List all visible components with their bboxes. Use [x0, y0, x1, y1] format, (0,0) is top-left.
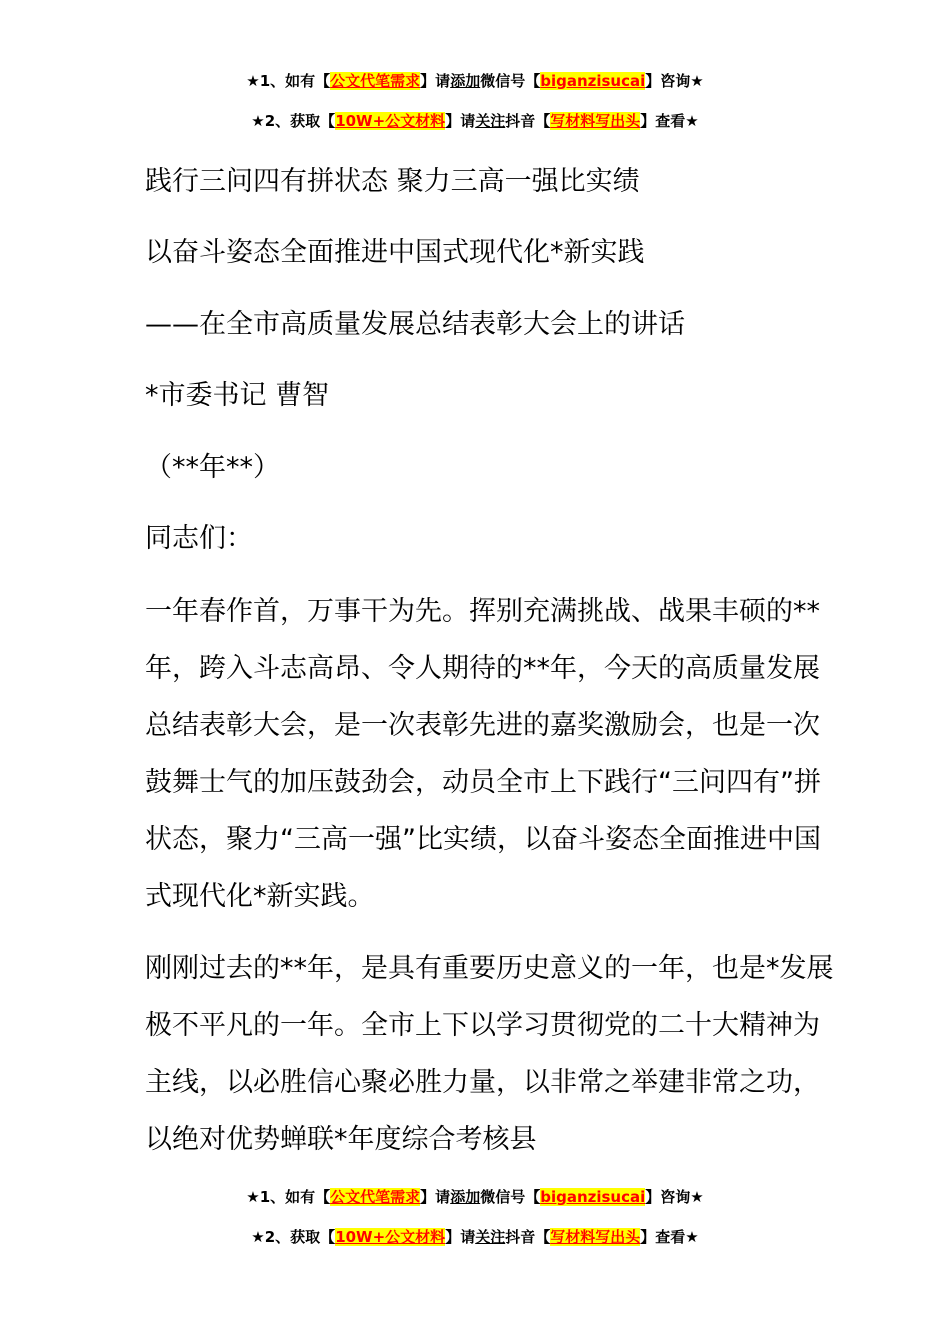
promo-text: ★2、获取【	[251, 1228, 336, 1246]
promo-highlight: 公文代笔需求	[330, 1188, 421, 1206]
promo-text: 】请	[420, 1188, 451, 1206]
document-title-1: 践行三问四有拼状态 聚力三高一强比实绩	[145, 166, 640, 197]
promo-text: 】咨询★	[645, 72, 704, 90]
document-date: （**年**）	[145, 452, 280, 483]
promo-line-1-bottom	[0, 1186, 950, 1208]
promo-text: 微信号【	[480, 1188, 541, 1206]
promo-underline: 关注	[475, 1228, 506, 1246]
promo-highlight: 10W+公文材料	[335, 112, 446, 130]
promo-line-1-top	[0, 70, 950, 92]
body-paragraph-1: 一年春作首，万事干为先。挥别充满挑战、战果丰硕的**年，跨入斗志高昂、令人期待的**年，今天的高质量发展总结表彰大会，是一次表彰先进的嘉奖激励会，也是一次鼓舞士气的加压鼓劲会，动员全市上下践行“三问四有”拼状态，聚力“三高一强”比实绩，以奋斗姿态全面推进中国式现代化*新实践。	[145, 596, 821, 912]
promo-line-2-bottom	[0, 1226, 950, 1248]
promo-wechat-id: biganzisucai	[540, 1188, 646, 1206]
salutation: 同志们：	[145, 523, 253, 554]
promo-text: 】查看★	[640, 1228, 699, 1246]
body-paragraph-2: 刚刚过去的**年，是具有重要历史意义的一年，也是*发展极不平凡的一年。全市上下以学习贯彻党的二十大精神为主线，以必胜信心聚必胜力量，以非常之举建非常之功，以绝对优势蝉联*年度综合考核县	[145, 953, 834, 1155]
promo-underline: 添加	[450, 72, 481, 90]
promo-highlight: 10W+公文材料	[335, 1228, 446, 1246]
promo-text: ★2、获取【	[251, 112, 336, 130]
promo-text: 抖音【	[505, 1228, 551, 1246]
promo-text: 微信号【	[480, 72, 541, 90]
promo-douyin-id: 写材料写出头	[550, 112, 641, 130]
promo-highlight: 公文代笔需求	[330, 72, 421, 90]
promo-line-2-top	[0, 110, 950, 132]
promo-text: ★1、如有【	[246, 1188, 331, 1206]
document-subtitle: ——在全市高质量发展总结表彰大会上的讲话	[145, 309, 685, 340]
promo-text: ★1、如有【	[246, 72, 331, 90]
promo-underline: 关注	[475, 112, 506, 130]
promo-text: 】查看★	[640, 112, 699, 130]
promo-douyin-id: 写材料写出头	[550, 1228, 641, 1246]
document-title-2: 以奋斗姿态全面推进中国式现代化*新实践	[145, 237, 645, 268]
promo-text: 】咨询★	[645, 1188, 704, 1206]
promo-text: 】请	[420, 72, 451, 90]
promo-wechat-id: biganzisucai	[540, 72, 646, 90]
promo-text: 】请	[445, 1228, 476, 1246]
promo-text: 抖音【	[505, 112, 551, 130]
document-author: *市委书记 曹智	[145, 380, 330, 411]
promo-underline: 添加	[450, 1188, 481, 1206]
promo-text: 】请	[445, 112, 476, 130]
